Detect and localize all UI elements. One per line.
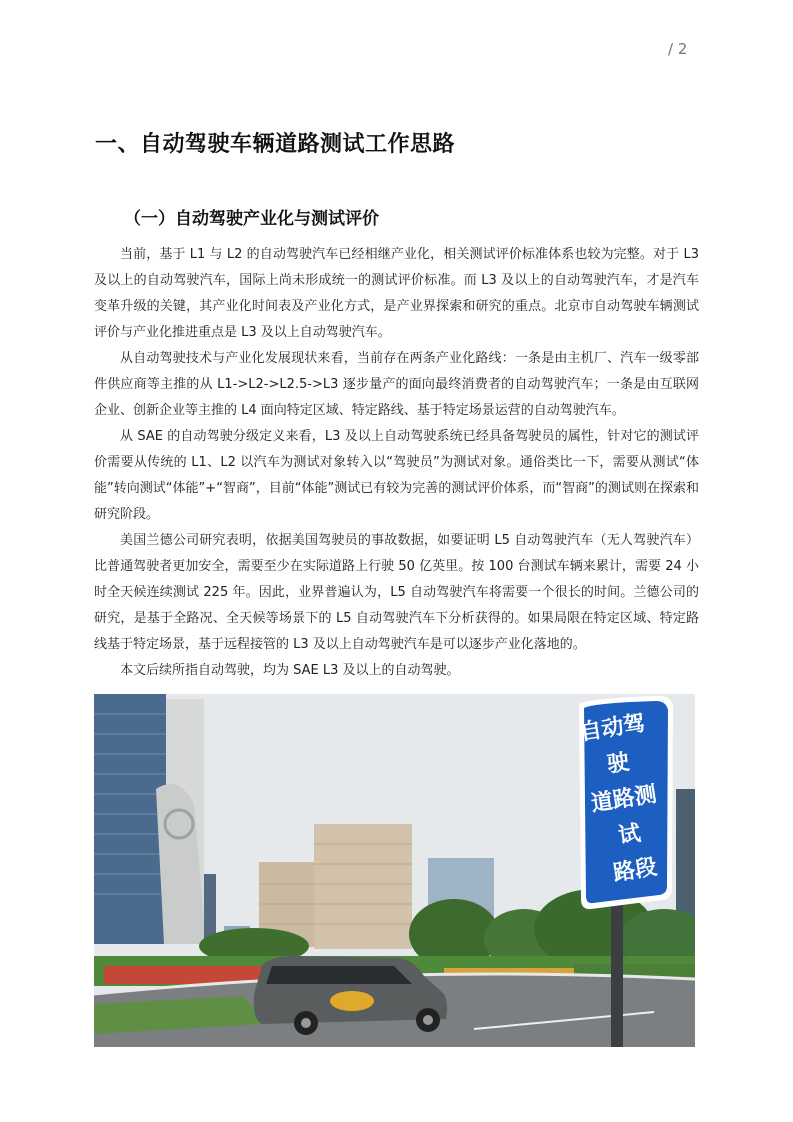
road-test-photo: [94, 694, 695, 1047]
sign-line-3: 路段: [611, 854, 659, 887]
building: [314, 824, 412, 949]
section-title: 一、自动驾驶车辆道路测试工作思路: [95, 132, 456, 157]
page-number: / 2: [668, 40, 688, 58]
glass-tower: [94, 694, 166, 944]
paragraph-1: 当前，基于 L1 与 L2 的自动驾驶汽车已经相继产业化，相关测试评价标准体系也较为完整。对于 L3 及以上的自动驾驶汽车，国际上尚未形成统一的测试评价标准。而 L3 及以上的自动驾驶汽车，才是汽车变革升级的关键，其产业化时间表及产业化方式，是产业界探索和研究的重点。北京市自动驾驶车辆测试评价与产业化推进重点是 L3 及以上自动驾驶汽车。: [94, 247, 699, 340]
sign-line-1: 自动驾驶: [578, 710, 648, 779]
subsection-title: （一）自动驾驶产业化与测试评价: [124, 209, 379, 229]
paragraph-5: 本文后续所指自动驾驶，均为 SAE L3 及以上的自动驾驶。: [120, 663, 460, 678]
sign-pole: [611, 899, 623, 1047]
body-text: [94, 242, 699, 684]
paragraph-2: 从自动驾驶技术与产业化发展现状来看，当前存在两条产业化路线：一条是由主机厂、汽车一级零部件供应商等主推的从 L1->L2->L2.5->L3 逐步量产的面向最终消费者的自动驾驶汽车；一条是由互联网企业、创新企业等主推的 L4 面向特定区域、特定路线、基于特定场景运营的自动驾驶汽车。: [94, 351, 699, 418]
paragraph-3: 从 SAE 的自动驾驶分级定义来看，L3 及以上自动驾驶系统已经具备驾驶员的属性，针对它的测试评价需要从传统的 L1、L2 以汽车为测试对象转入以“驾驶员”为测试对象。通俗类比一下，需要从测试“体能”转向测试“体能”+“智商”，目前“体能”测试已有较为完善的测试评价体系，而“智商”的测试则在探索和研究阶段。: [94, 429, 699, 522]
sign-line-2: 道路测试: [589, 781, 659, 850]
paragraph-4: 美国兰德公司研究表明，依据美国驾驶员的事故数据，如要证明 L5 自动驾驶汽车（无人驾驶汽车）比普通驾驶者更加安全，需要至少在实际道路上行驶 50 亿英里。按 100 台测试车辆来累计，需要 24 小时全天候连续测试 225 年。因此，业界普遍认为，L5 自动驾驶汽车将需要一个很长的时间。兰德公司的研究，是基于全路况、全天候等场景下的 L5 自动驾驶汽车下分析获得的。如果局限在特定区域、特定路线基于特定场景，基于远程接管的 L3 及以上自动驾驶汽车是可以逐步产业化落地的。: [94, 533, 699, 652]
